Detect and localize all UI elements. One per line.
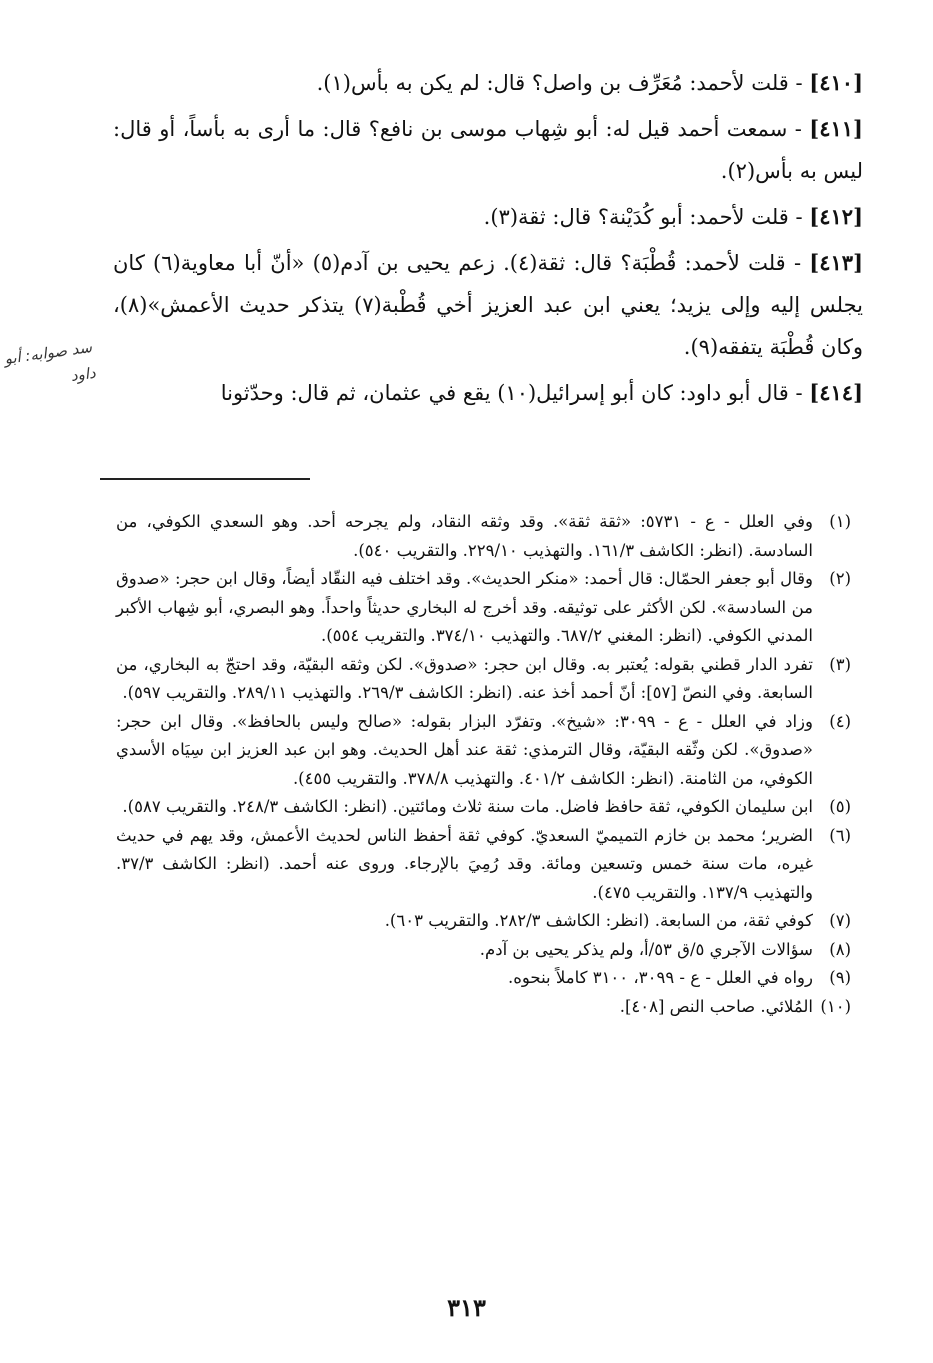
- entry-text: - قلت لأحمد: أبو كُدَيْنة؟ قال: ثقة(٣).: [483, 205, 803, 229]
- footnote-number: (٦): [829, 825, 851, 845]
- handwritten-margin-note: سد صوابه: أبو داود: [3, 337, 97, 385]
- footnote-1: [116, 508, 851, 565]
- footnote-text: كوفي ثقة، من السابعة. (انظر: الكاشف ٢٨٢/٣. والتقريب ٦٠٣).: [384, 911, 813, 930]
- footnote-number: (٨): [829, 939, 851, 959]
- footnote-number: (٧): [829, 911, 851, 930]
- entry-text: - سمعت أحمد قيل له: أبو شِهاب موسى بن نافع؟ قال: ما أرى به بأساً، أو قال: ليس به بأس(٢).: [113, 117, 863, 183]
- footnote-text: تفرد الدار قطني بقوله: يُعتبر به. وقال ابن حجر: «صدوق». لكن وثقه البقيّة، وقد احتجّ به البخاري، من السابعة. وفي النصّ [٥٧]: أنّ أحمد أخذ عنه. (انظر: الكاشف ٢٦٩/٣. والتهذيب ٢٨٩/١١. والتقريب ٥٩٧).: [116, 654, 813, 702]
- footnote-number: (١٠): [820, 996, 851, 1016]
- entry-number: [٤١٤]: [809, 380, 863, 405]
- footnote-4: [116, 708, 851, 794]
- footnote-text: الضرير؛ محمد بن خازم التميميّ السعديّ. كوفي ثقة أحفظ الناس لحديث الأعمش، وقد يهم في حديث غيره، مات سنة خمس وتسعين ومائة. وقد رُمِيَ بالإرجاء. وروى عنه أحمد. (انظر: الكاشف ٣٧/٣. والتهذيب ١٣٧/٩. والتقريب ٤٧٥).: [116, 825, 813, 902]
- footnote-number: (٩): [829, 968, 851, 987]
- footnote-9: [116, 964, 851, 993]
- footnote-2: [116, 565, 851, 651]
- footnote-5: [116, 793, 851, 822]
- footnote-text: ابن سليمان الكوفي، ثقة حافظ فاضل. مات سنة ثلاث ومائتين. (انظر: الكاشف ٢٤٨/٣. والتقريب ٥٨٧).: [122, 797, 813, 816]
- footnote-3: [116, 651, 851, 708]
- footnote-number: (١): [829, 512, 851, 531]
- entry-413: [113, 242, 863, 368]
- footnote-10: [116, 993, 851, 1022]
- footnote-text: رواه في العلل - ع - ٣٠٩٩، ٣١٠٠ كاملاً بنحوه.: [508, 968, 813, 987]
- footnote-separator: [100, 478, 310, 480]
- footnote-text: سؤالات الآجري ٥/ق ٥٣/أ، ولم يذكر يحيى بن آدم.: [479, 939, 813, 959]
- entry-number: [٤١٣]: [809, 250, 864, 275]
- footnote-number: (٥): [829, 797, 851, 816]
- entry-number: [٤١٢]: [809, 204, 863, 229]
- page-number: ٣١٣: [447, 1293, 486, 1322]
- entry-414: [113, 372, 863, 414]
- footnote-7: [116, 907, 851, 936]
- footnote-8: [116, 936, 851, 965]
- entry-411: [113, 108, 863, 192]
- footnote-text: المُلائي. صاحب النص [٤٠٨].: [619, 996, 813, 1016]
- footnote-text: وزاد في العلل - ع - ٣٠٩٩: «شيخ». وتفرّد البزار بقوله: «صالح وليس بالحافظ». وقال ابن حجر: «صدوق». لكن وثّقه البقيّة، وقال الترمذي: ثقة عند أهل الحديث. وهو ابن عبد العزيز ابن سِيَاه الأسدي الكوفي، من الثامنة. (انظر: الكاشف ٤٠١/٢. والتهذيب ٣٧٨/٨. والتقريب ٤٥٥).: [116, 711, 813, 788]
- entry-text: - قال أبو داود: كان أبو إسرائيل(١٠) يقع في عثمان، ثم قال: وحدّثونا: [220, 381, 803, 405]
- footnote-number: (٣): [829, 654, 851, 674]
- footnotes: [116, 508, 851, 1021]
- footnote-text: وفي العلل - ع - ٥٧٣١: «ثقة ثقة». وقد وثقه النقاد، ولم يجرحه أحد. وهو السعدي الكوفي، من السادسة. (انظر: الكاشف ١٦١/٣. والتهذيب ٢٢٩/١٠. والتقريب ٥٤٠).: [116, 512, 814, 560]
- entry-number: [٤١٠]: [809, 70, 863, 95]
- entry-412: [113, 196, 863, 238]
- entry-number: [٤١١]: [809, 116, 863, 141]
- footnote-number: (٢): [829, 569, 851, 588]
- footnote-number: (٤): [829, 711, 851, 731]
- footnote-6: [116, 822, 851, 908]
- entry-text: - قلت لأحمد: قُطْبَة؟ قال: ثقة(٤). زعم يحيى بن آدم(٥) «أنّ أبا معاوية(٦) كان يجلس إليه وإلى يزيد؛ يعني ابن عبد العزيز أخي قُطْبة(٧) يتذكر حديث الأعمش»(٨)، وكان قُطْبَة يتفقه(٩).: [113, 251, 863, 359]
- footnote-text: وقال أبو جعفر الحمّال: قال أحمد: «منكر الحديث». وقد اختلف فيه النقّاد أيضاً، وقال ابن حجر: «صدوق من السادسة». لكن الأكثر على توثيقه. وقد أخرج له البخاري حديثاً واحداً. وهو البصري، أبو شِهاب الأكبر المدني الكوفي. (انظر: المغني ٦٨٧/٢. والتهذيب ٣٧٤/١٠. والتقريب ٥٥٤).: [116, 569, 813, 645]
- entry-text: - قلت لأحمد: مُعَرِّف بن واصل؟ قال: لم يكن به بأس(١).: [316, 71, 803, 95]
- main-text: [113, 62, 863, 418]
- entry-410: [113, 62, 863, 104]
